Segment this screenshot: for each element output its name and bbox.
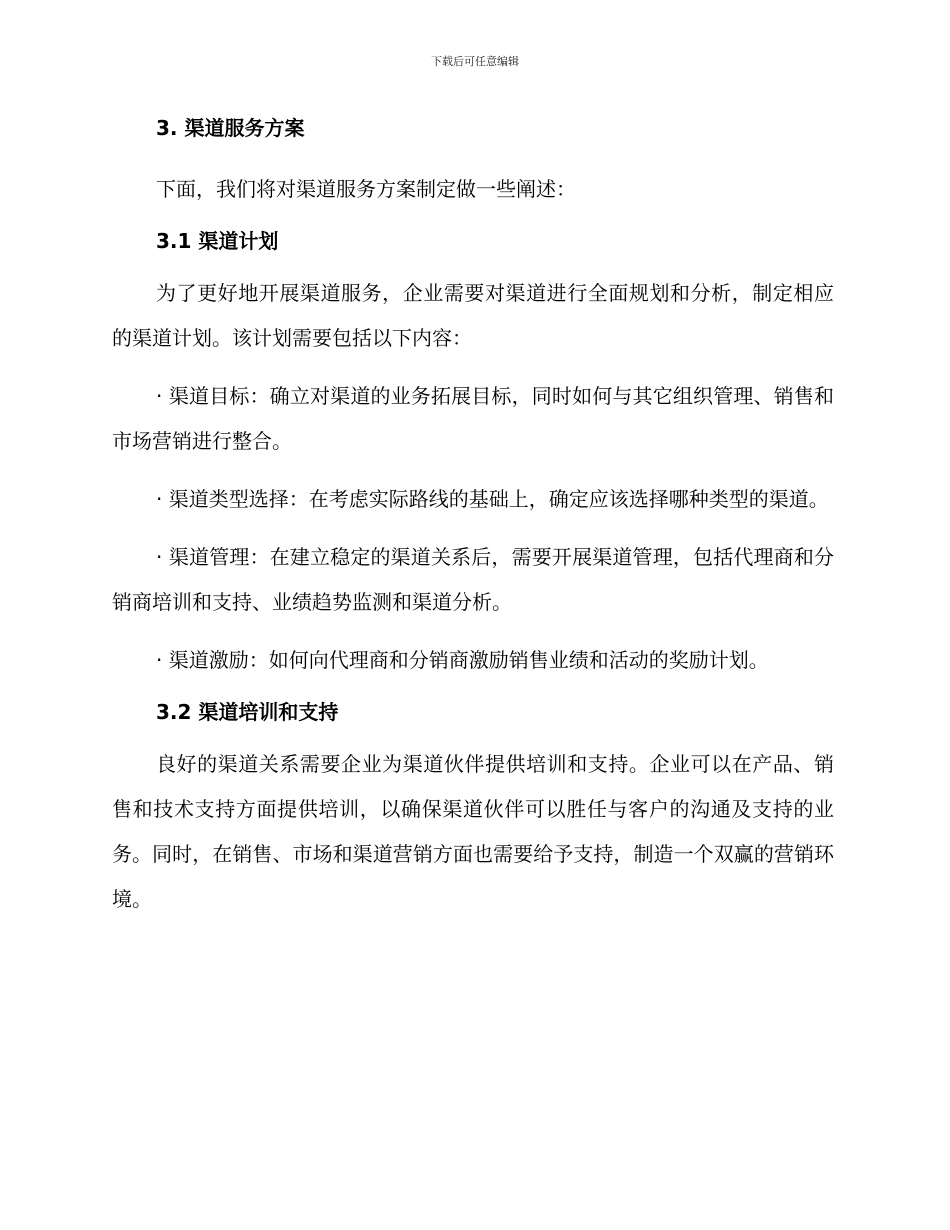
intro-paragraph: 下面，我们将对渠道服务方案制定做一些阐述： [156,177,576,201]
subsection-title-training-support: 3.2 渠道培训和支持 [156,700,339,724]
document-body [112,112,834,922]
bullet-channel-incentive: · 渠道激励：如何向代理商和分销商激励销售业绩和活动的奖励计划。 [156,648,769,672]
channel-plan-paragraph: 为了更好地开展渠道服务，企业需要对渠道进行全面规划和分析，制定相应的渠道计划。该计划需要包括以下内容： [112,281,834,350]
section-title: 3. 渠道服务方案 [156,116,305,140]
bullet-channel-goal: · 渠道目标：确立对渠道的业务拓展目标，同时如何与其它组织管理、销售和市场营销进行整合。 [112,384,834,453]
bullet-channel-management: · 渠道管理：在建立稳定的渠道关系后，需要开展渠道管理，包括代理商和分销商培训和支持、业绩趋势监测和渠道分析。 [112,545,834,614]
page-header-note: 下载后可任意编辑 [431,55,519,68]
subsection-title-channel-plan: 3.1 渠道计划 [156,229,279,253]
bullet-channel-type: · 渠道类型选择：在考虑实际路线的基础上，确定应该选择哪种类型的渠道。 [156,487,829,511]
training-support-paragraph: 良好的渠道关系需要企业为渠道伙伴提供培训和支持。企业可以在产品、销售和技术支持方面提供培训，以确保渠道伙伴可以胜任与客户的沟通及支持的业务。同时，在销售、市场和渠道营销方面也需要给予支持，制造一个双赢的营销环境。 [112,752,834,911]
